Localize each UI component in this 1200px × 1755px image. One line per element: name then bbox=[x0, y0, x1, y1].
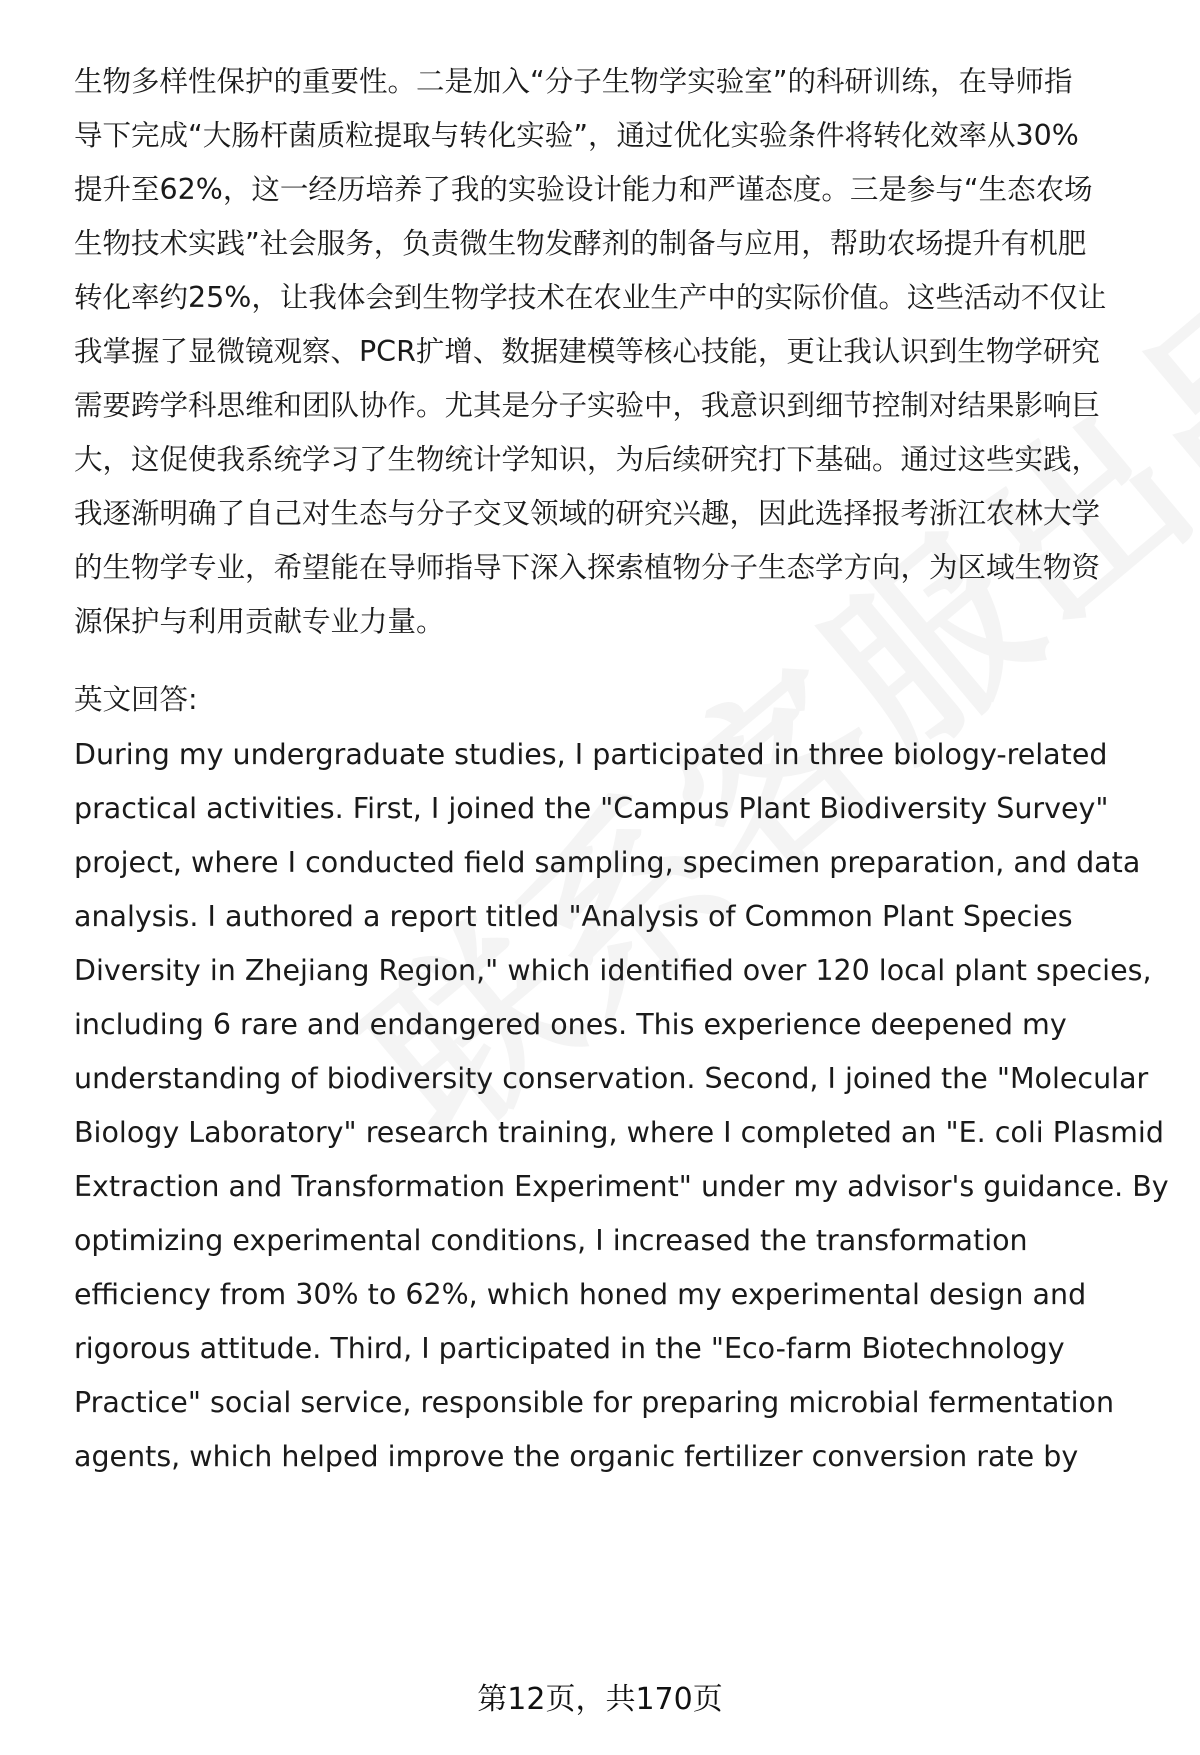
english-line: analysis. I authored a report titled "Analysis of Common Plant Species bbox=[74, 900, 1073, 933]
chinese-line: 生物技术实践”社会服务，负责微生物发酵剂的制备与应用，帮助农场提升有机肥 bbox=[74, 227, 1087, 260]
english-line: practical activities. First, I joined the "Campus Plant Biodiversity Survey" bbox=[74, 792, 1109, 825]
english-line: Diversity in Zhejiang Region," which identified over 120 local plant species, bbox=[74, 954, 1152, 987]
english-line: optimizing experimental conditions, I increased the transformation bbox=[74, 1224, 1028, 1257]
english-line: efficiency from 30% to 62%, which honed my experimental design and bbox=[74, 1278, 1087, 1311]
chinese-line: 需要跨学科思维和团队协作。尤其是分子实验中，我意识到细节控制对结果影响巨 bbox=[74, 389, 1101, 422]
chinese-line: 提升至62%，这一经历培养了我的实验设计能力和严谨态度。三是参与“生态农场 bbox=[74, 173, 1093, 206]
chinese-line: 导下完成“大肠杆菌质粒提取与转化实验”，通过优化实验条件将转化效率从30% bbox=[74, 119, 1079, 152]
chinese-line: 的生物学专业，希望能在导师指导下深入探索植物分子生态学方向，为区域生物资 bbox=[74, 551, 1101, 584]
english-line: Biology Laboratory" research training, where I completed an "E. coli Plasmid bbox=[74, 1116, 1164, 1149]
english-line: project, where I conducted field sampling, specimen preparation, and data bbox=[74, 846, 1141, 879]
chinese-line: 转化率约25%，让我体会到生物学技术在农业生产中的实际价值。这些活动不仅让 bbox=[74, 281, 1107, 314]
chinese-line: 生物多样性保护的重要性。二是加入“分子生物学实验室”的科研训练，在导师指 bbox=[74, 65, 1073, 98]
chinese-line: 我掌握了显微镜观察、PCR扩增、数据建模等核心技能，更让我认识到生物学研究 bbox=[74, 335, 1100, 368]
chinese-line: 源保护与利用贡献专业力量。 bbox=[74, 605, 445, 638]
english-answer-label: 英文回答: bbox=[74, 683, 198, 716]
english-line: including 6 rare and endangered ones. This experience deepened my bbox=[74, 1008, 1067, 1041]
chinese-line: 大，这促使我系统学习了生物统计学知识，为后续研究打下基础。通过这些实践， bbox=[74, 443, 1101, 476]
page-number: 第12页，共170页 bbox=[477, 1682, 723, 1717]
english-line: agents, which helped improve the organic fertilizer conversion rate by bbox=[74, 1440, 1079, 1473]
english-line: understanding of biodiversity conservation. Second, I joined the "Molecular bbox=[74, 1062, 1149, 1095]
english-line: Extraction and Transformation Experiment" under my advisor's guidance. By bbox=[74, 1170, 1169, 1203]
chinese-line: 我逐渐明确了自己对生态与分子交叉领域的研究兴趣，因此选择报考浙江农林大学 bbox=[74, 497, 1101, 530]
english-line: rigorous attitude. Third, I participated in the "Eco-farm Biotechnology bbox=[74, 1332, 1065, 1365]
english-line: Practice" social service, responsible for preparing microbial fermentation bbox=[74, 1386, 1115, 1419]
english-line: During my undergraduate studies, I participated in three biology-related bbox=[74, 738, 1108, 771]
